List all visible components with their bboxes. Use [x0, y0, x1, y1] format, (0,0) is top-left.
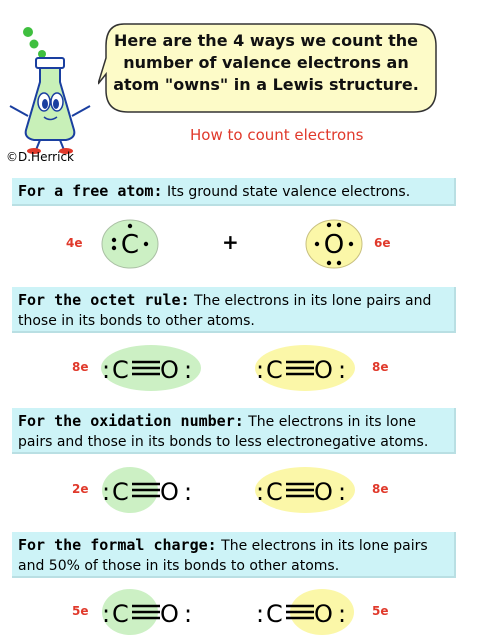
lone-pair-right: : [338, 600, 347, 628]
atom-o-label: O [314, 478, 333, 506]
lone-pair-left: : [256, 356, 265, 384]
atom-o-label: O [314, 356, 333, 384]
lone-pair-right: : [338, 356, 347, 384]
count-right: 6e [374, 236, 391, 250]
lone-pair-left: : [256, 600, 265, 628]
section-text: The electrons in its lone pairs and 50% of those in its bonds to other atoms. [18, 538, 428, 574]
section-text: The electrons in its lone pairs and those in its bonds to less electronegative atoms. [18, 414, 429, 450]
co-molecule-right [250, 342, 360, 394]
count-right: 8e [372, 360, 389, 374]
lone-pair-left: : [256, 478, 265, 506]
bubble-text: Here are the 4 ways we count the number of valence electrons an atom "owns" in a Lewis structure. [113, 31, 419, 94]
co-molecule-left [96, 464, 206, 516]
atom-c-label: C [112, 356, 129, 384]
section-heading: For a free atom: [18, 182, 163, 200]
lone-pair-right: : [184, 478, 193, 506]
atom-o-label: O [323, 230, 345, 260]
count-left: 2e [72, 482, 89, 496]
flask-mascot-icon [4, 20, 99, 155]
credit-text: ©D.Herrick [6, 150, 74, 164]
atom-c-label: C [266, 356, 283, 384]
section-heading: For the formal charge: [18, 536, 217, 554]
section-text: Its ground state valence electrons. [166, 184, 411, 200]
count-right: 5e [372, 604, 389, 618]
lone-pair-left: : [102, 478, 111, 506]
atom-c-label: C [266, 478, 283, 506]
plus-sign: + [222, 230, 239, 254]
lone-pair-right: : [338, 478, 347, 506]
section-octet-rule [12, 287, 456, 333]
lone-pair-right: : [184, 600, 193, 628]
co-molecule-right [250, 464, 360, 516]
count-left: 8e [72, 360, 89, 374]
section-heading: For the oxidation number: [18, 412, 244, 430]
co-molecule-right [250, 586, 360, 638]
section-oxidation-number [12, 408, 456, 454]
section-formal-charge [12, 532, 456, 578]
lone-pair-right: : [184, 356, 193, 384]
atom-o-label: O [314, 600, 333, 628]
section-free-atom [12, 178, 456, 206]
carbon-atom-diagram [100, 218, 160, 270]
lone-pair-left: : [102, 600, 111, 628]
co-molecule-left [96, 586, 206, 638]
page-subtitle: How to count electrons [190, 126, 364, 144]
atom-o-label: O [160, 600, 179, 628]
atom-o-label: O [160, 356, 179, 384]
atom-c-label: C [120, 230, 140, 260]
oxygen-atom-diagram [304, 218, 364, 270]
co-molecule-left [96, 342, 206, 394]
count-right: 8e [372, 482, 389, 496]
count-left: 4e [66, 236, 83, 250]
atom-c-label: C [266, 600, 283, 628]
atom-c-label: C [112, 600, 129, 628]
count-left: 5e [72, 604, 89, 618]
section-heading: For the octet rule: [18, 291, 190, 309]
atom-c-label: C [112, 478, 129, 506]
section-text: The electrons in its lone pairs and those in its bonds to other atoms. [18, 293, 432, 329]
atom-o-label: O [160, 478, 179, 506]
lone-pair-left: : [102, 356, 111, 384]
